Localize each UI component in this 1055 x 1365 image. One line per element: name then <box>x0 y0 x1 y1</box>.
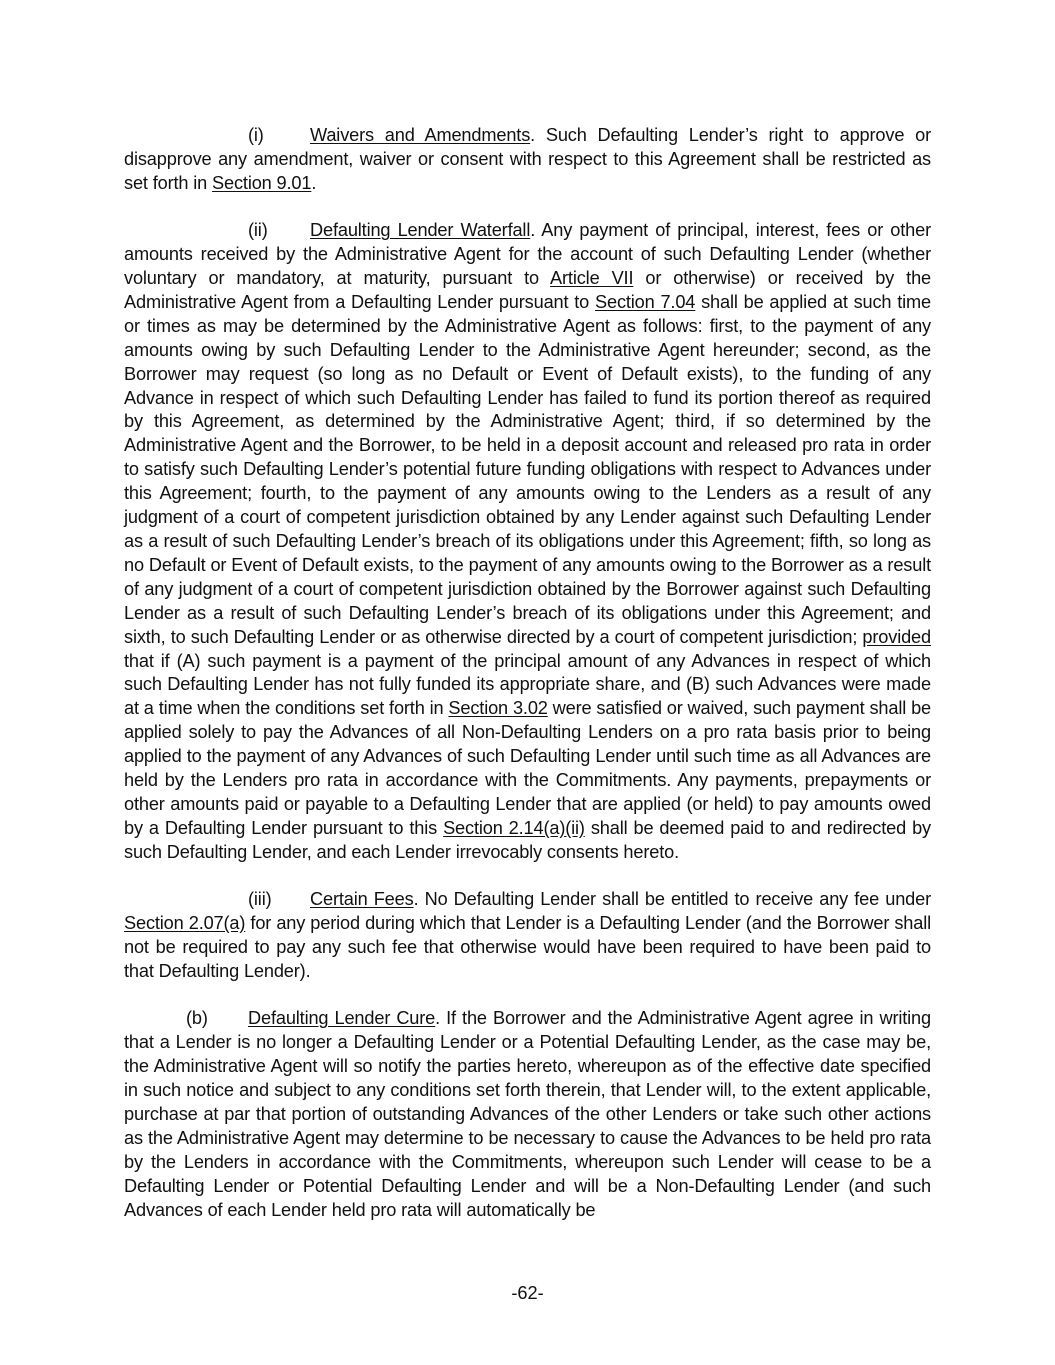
defined-term: provided <box>862 626 931 647</box>
section-reference: Article VII <box>550 268 634 289</box>
clause-text: . Such Defaulting Lender’s right to approve or disapprove any amendment, waiver or consent with respect to this Agreement shall be restricted as set forth in <box>124 125 931 193</box>
clause-heading: Defaulting Lender Waterfall <box>310 220 531 241</box>
clause-number: (i) <box>248 125 264 145</box>
clause-number: (iii) <box>248 889 272 910</box>
section-reference: Section 2.14(a)(ii) <box>443 817 585 838</box>
clause-text: or otherwise) or received by the Administrative Agent from a Defaulting Lender pursuant to <box>124 268 931 312</box>
section-reference: Section 3.02 <box>448 698 548 719</box>
clause-number: (b) <box>186 1008 208 1029</box>
clause-number: (ii) <box>248 220 268 241</box>
page-number: -62- <box>511 1283 544 1303</box>
section-reference: Section 2.07(a) <box>124 913 246 934</box>
paragraph-iii-fees <box>124 888 931 984</box>
clause-text: . If the Borrower and the Administrative Agent agree in writing that a Lender is no longer a Defaulting Lender or a Potential Defaulting Lender, as the case may be, the Administrative Agent will so notify the parties hereto, whereupon as of the effective date specified in such notice and subject to any conditions set forth therein, that Lender will, to the extent applicable, purchase at par that portion of outstanding Advances of the other Lenders or take such other actions as the Administrative Agent may determine to be necessary to cause the Advances to be held pro rata by the Lenders in accordance with the Commitments, whereupon such Lender will cease to be a Defaulting Lender or Potential Defaulting Lender and will be a Non-Defaulting Lender (and such Advances of each Lender held pro rata will automatically be <box>124 1008 931 1220</box>
clause-text: were satisfied or waived, such payment shall be applied solely to pay the Advances of all Non-Defaulting Lenders on a pro rata basis prior to being applied to the payment of any Advances of such Defaulting Lender until such time as all Advances are held by the Lenders pro rata in accordance with the Commitments. Any payments, prepayments or other amounts paid or payable to a Defaulting Lender that are applied (or held) to pay amounts owed by a Defaulting Lender pursuant to this <box>124 698 931 838</box>
document-page <box>124 124 931 1246</box>
clause-text: that if (A) such payment is a payment of the principal amount of any Advances in respect of which such Defaulting Lender has not fully funded its appropriate share, and (B) such Advances were made at a time when the conditions set forth in <box>124 650 931 719</box>
clause-text: shall be deemed paid to and redirected by such Defaulting Lender, and each Lender irrevocably consents hereto. <box>124 817 931 862</box>
clause-text: for any period during which that Lender is a Defaulting Lender (and the Borrower shall not be required to pay any such fee that otherwise would have been required to have been paid to that Defaulting Lender). <box>124 913 932 981</box>
clause-text: . <box>311 172 317 193</box>
clause-heading: Waivers and Amendments <box>310 125 531 145</box>
clause-heading: Certain Fees <box>310 889 414 910</box>
paragraph-b-cure <box>124 1007 931 1222</box>
paragraph-i-waivers <box>124 124 931 196</box>
clause-heading: Defaulting Lender Cure <box>248 1008 436 1029</box>
paragraph-ii-waterfall <box>124 219 931 864</box>
section-reference: Section 9.01 <box>212 172 312 193</box>
clause-text: . No Defaulting Lender shall be entitled to receive any fee under <box>413 889 931 910</box>
section-reference: Section 7.04 <box>595 291 696 312</box>
clause-text: shall be applied at such time or times as may be determined by the Administrative Agent as follows: first, to the payment of any amounts owing by such Defaulting Lender to the Administrative Agent hereunder; second, as the Borrower may request (so long as no Default or Event of Default exists), to the funding of any Advance in respect of which such Defaulting Lender has failed to fund its portion thereof as required by this Agreement, as determined by the Administrative Agent; third, if so determined by the Administrative Agent and the Borrower, to be held in a deposit account and released pro rata in order to satisfy such Defaulting Lender’s potential future funding obligations with respect to Advances under this Agreement; fourth, to the payment of any amounts owing to the Lenders as a result of any judgment of a court of competent jurisdiction obtained by any Lender against such Defaulting Lender as a result of such Defaulting Lender’s breach of its obligations under this Agreement; fifth, so long as no Default or Event of Default exists, to the payment of any amounts owing to the Borrower as a result of any judgment of a court of competent jurisdiction obtained by the Borrower against such Defaulting Lender as a result of such Defaulting Lender’s breach of its obligations under this Agreement; and sixth, to such Defaulting Lender or as otherwise directed by a court of competent jurisdiction; <box>124 291 931 647</box>
clause-text: . Any payment of principal, interest, fees or other amounts received by the Administrative Agent for the account of such Defaulting Lender (whether voluntary or mandatory, at maturity, pursuant to <box>124 220 931 289</box>
